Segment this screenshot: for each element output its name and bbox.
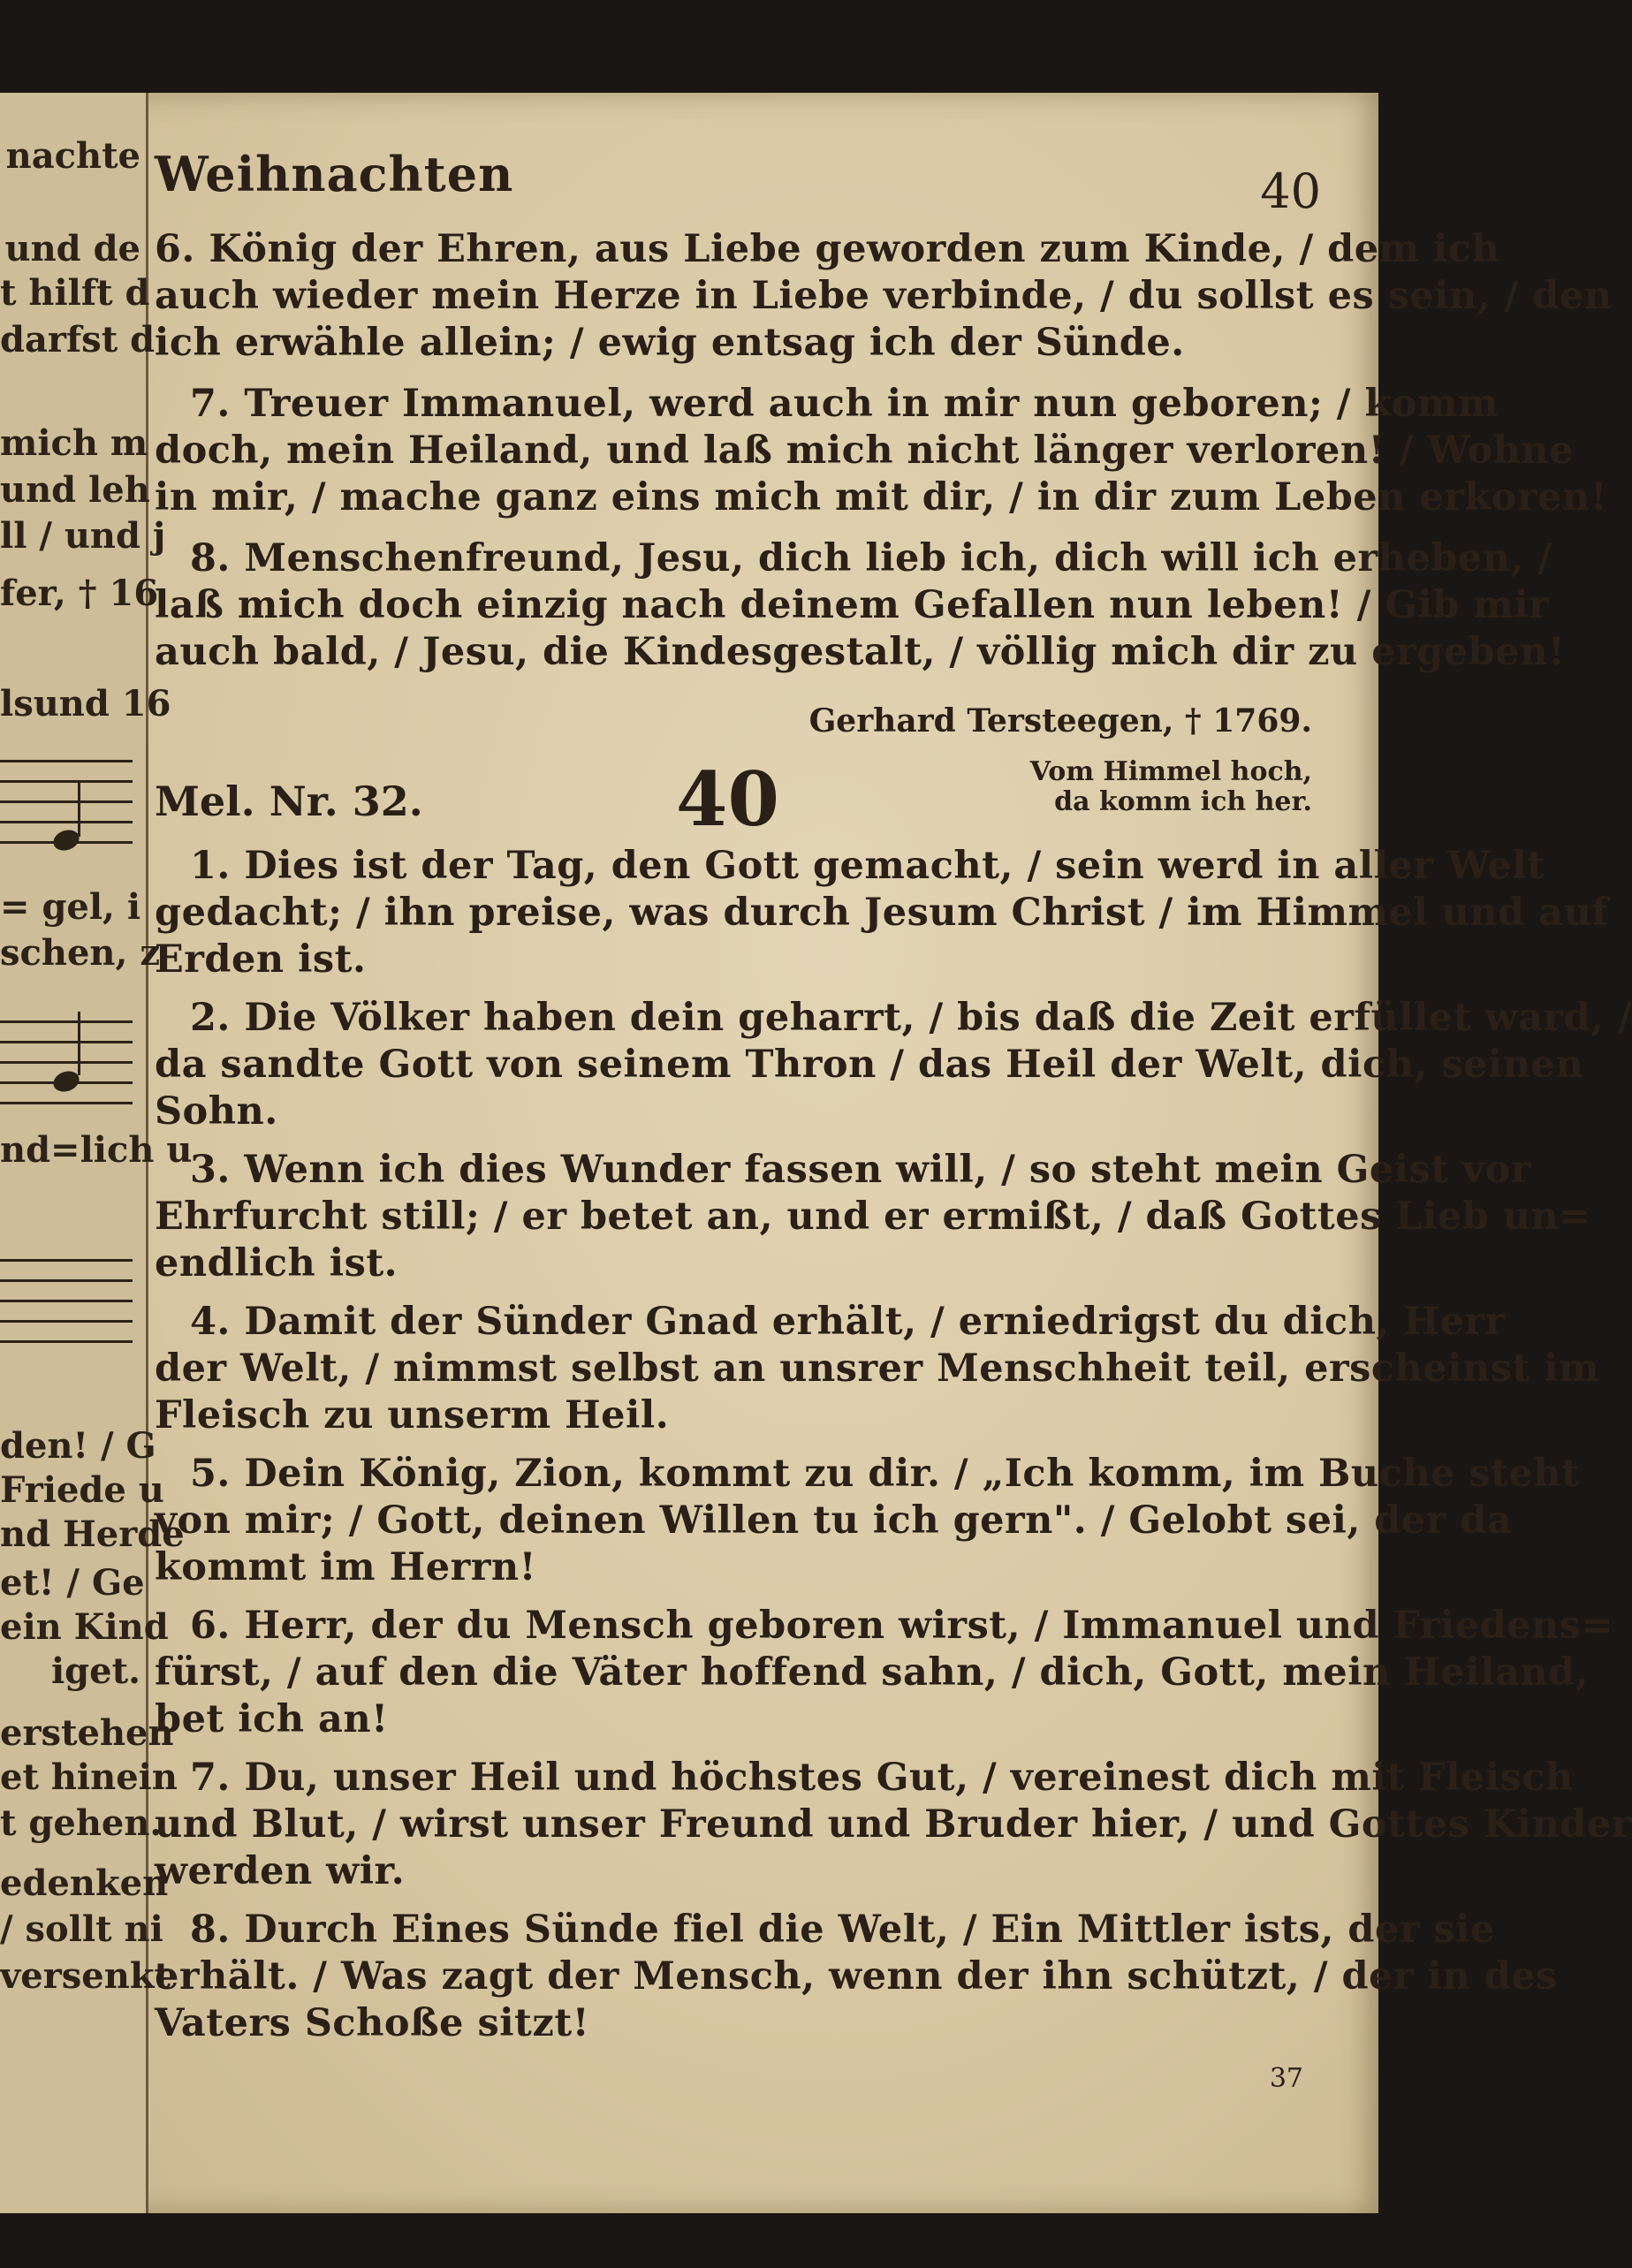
left-margin-line: nd=lich u (0, 1129, 193, 1171)
verse-line: 7. Treuer Immanuel, werd auch in mir nun geboren; / komm (190, 382, 1499, 426)
staff-line (0, 1259, 133, 1262)
verse-line: Erden ist. (155, 937, 367, 982)
melody-reference: Mel. Nr. 32. (155, 777, 423, 825)
verse-line: doch, mein Heiland, und laß mich nicht länger verloren! / Wohne (155, 429, 1575, 473)
staff-line (0, 780, 133, 783)
staff-line (0, 800, 133, 803)
verse-line: auch wieder mein Herze in Liebe verbinde, / du sollst es sein, / den (155, 274, 1613, 318)
verse-line: 8. Menschenfreund, Jesu, dich lieb ich, dich will ich erheben, / (190, 536, 1552, 580)
left-margin-line: t gehen. (0, 1802, 163, 1844)
left-margin-line: nachte (5, 135, 140, 177)
left-margin-line: mich m (0, 422, 148, 464)
left-margin-line: ein Kind (0, 1606, 169, 1648)
left-margin-line: den! / G (0, 1425, 156, 1467)
verse-line: ich erwähle allein; / ewig entsag ich der Sünde. (155, 321, 1185, 365)
staff-line (0, 1102, 133, 1104)
staff-line (0, 1340, 133, 1343)
left-margin-line: t hilft d (0, 272, 150, 314)
left-margin-line: lsund 16 (0, 683, 171, 724)
note-stem (78, 782, 80, 837)
verse-line: und Blut, / wirst unser Freund und Bruder hier, / und Gottes Kinder (155, 1802, 1632, 1847)
staff-line (0, 821, 133, 823)
staff-line (0, 1041, 133, 1043)
staff-line (0, 1279, 133, 1282)
staff-line (0, 1300, 133, 1302)
verse-line: 7. Du, unser Heil und höchstes Gut, / vereinest dich mit Fleisch (190, 1756, 1574, 1800)
left-margin-line: schen, z (0, 932, 161, 974)
left-margin-line: nd Herde (0, 1513, 185, 1555)
left-margin-line: iget. (50, 1650, 140, 1692)
verse-line: endlich ist. (155, 1241, 399, 1286)
verse-line: erhält. / Was zagt der Mensch, wenn der ihn schützt, / der in des (155, 1954, 1558, 1999)
left-margin-line: edenken (0, 1862, 169, 1904)
verse-line: 4. Damit der Sünder Gnad erhält, / erniedrigst du dich, Herr (190, 1300, 1506, 1344)
tune-line: da komm ich her. (1054, 786, 1312, 817)
page-content (155, 93, 1632, 2213)
staff-line (0, 1061, 133, 1064)
left-margin-line: erstehen (0, 1712, 174, 1754)
verse-line: werden wir. (155, 1849, 406, 1893)
verse-line: gedacht; / ihn preise, was durch Jesum Christ / im Himmel und auf (155, 891, 1609, 935)
left-margin-line: und leh (0, 469, 150, 511)
staff-line (0, 1020, 133, 1023)
left-margin-line: ll / und j (0, 515, 166, 557)
note-stem (78, 1012, 80, 1075)
left-margin-line: et hinein (0, 1756, 178, 1798)
left-margin-line: = gel, i (0, 886, 141, 928)
verse-line: laß mich doch einzig nach deinem Gefallen nun leben! / Gib mir (155, 583, 1550, 627)
verse-line: der Welt, / nimmst selbst an unsrer Menschheit teil, erscheinst im (155, 1346, 1600, 1391)
signature-number: 37 (1269, 2063, 1303, 2094)
verse-line: da sandte Gott von seinem Thron / das Heil der Welt, dich, seinen (155, 1043, 1584, 1087)
running-title: Weihnachten (155, 146, 514, 202)
verse-line: 3. Wenn ich dies Wunder fassen will, / so steht mein Geist vor (190, 1148, 1531, 1192)
verse-line: fürst, / auf den die Väter hoffend sahn, / dich, Gott, mein Heiland, (155, 1650, 1590, 1695)
verse-line: 8. Durch Eines Sünde fiel die Welt, / Ein Mittler ists, der sie (190, 1908, 1495, 1952)
verse-line: auch bald, / Jesu, die Kindesgestalt, / völlig mich dir zu ergeben! (155, 630, 1566, 674)
left-margin-line: Friede u (0, 1469, 164, 1511)
left-margin-line: versenkt (0, 1955, 171, 1997)
verse-line: bet ich an! (155, 1697, 389, 1741)
left-margin-line: / sollt ni (0, 1908, 163, 1950)
verse-line: 1. Dies ist der Tag, den Gott gemacht, / sein werd in aller Welt (190, 844, 1545, 888)
verse-line: 6. Herr, der du Mensch geboren wirst, / Immanuel und Friedens= (190, 1604, 1614, 1648)
page-number: 40 (1260, 163, 1321, 219)
verse-line: Vaters Schoße sitzt! (155, 2001, 590, 2045)
tune-line: Vom Himmel hoch, (1029, 756, 1312, 787)
staff-line (0, 760, 133, 762)
verse-line: 2. Die Völker haben dein geharrt, / bis daß die Zeit erfüllet ward, / (190, 996, 1632, 1040)
left-margin-line: fer, † 16 (0, 573, 159, 614)
verse-line: von mir; / Gott, deinen Willen tu ich gern". / Gelobt sei, der da (155, 1498, 1513, 1543)
staff-line (0, 1320, 133, 1323)
hymn-number: 40 (676, 755, 779, 843)
left-margin-line: darfst d (0, 319, 156, 360)
author-credit: Gerhard Tersteegen, † 1769. (808, 702, 1312, 740)
verse-line: kommt im Herrn! (155, 1545, 537, 1589)
verse-line: 6. König der Ehren, aus Liebe geworden zum Kinde, / dem ich (155, 227, 1500, 271)
verse-line: Fleisch zu unserm Heil. (155, 1393, 670, 1437)
left-margin-line: et! / Ge (0, 1562, 145, 1604)
left-page-edge (0, 93, 193, 2213)
tune-name (1030, 757, 1312, 817)
left-margin-line: und de (4, 228, 140, 269)
book-page (0, 93, 1632, 2213)
verse-line: Ehrfurcht still; / er betet an, und er ermißt, / daß Gottes Lieb un= (155, 1195, 1591, 1239)
verse-line: 5. Dein König, Zion, kommt zu dir. / „Ich komm, im Buche steht (190, 1452, 1580, 1496)
verse-line: Sohn. (155, 1089, 278, 1134)
verse-line: in mir, / mache ganz eins mich mit dir, / in dir zum Leben erkoren! (155, 475, 1607, 520)
